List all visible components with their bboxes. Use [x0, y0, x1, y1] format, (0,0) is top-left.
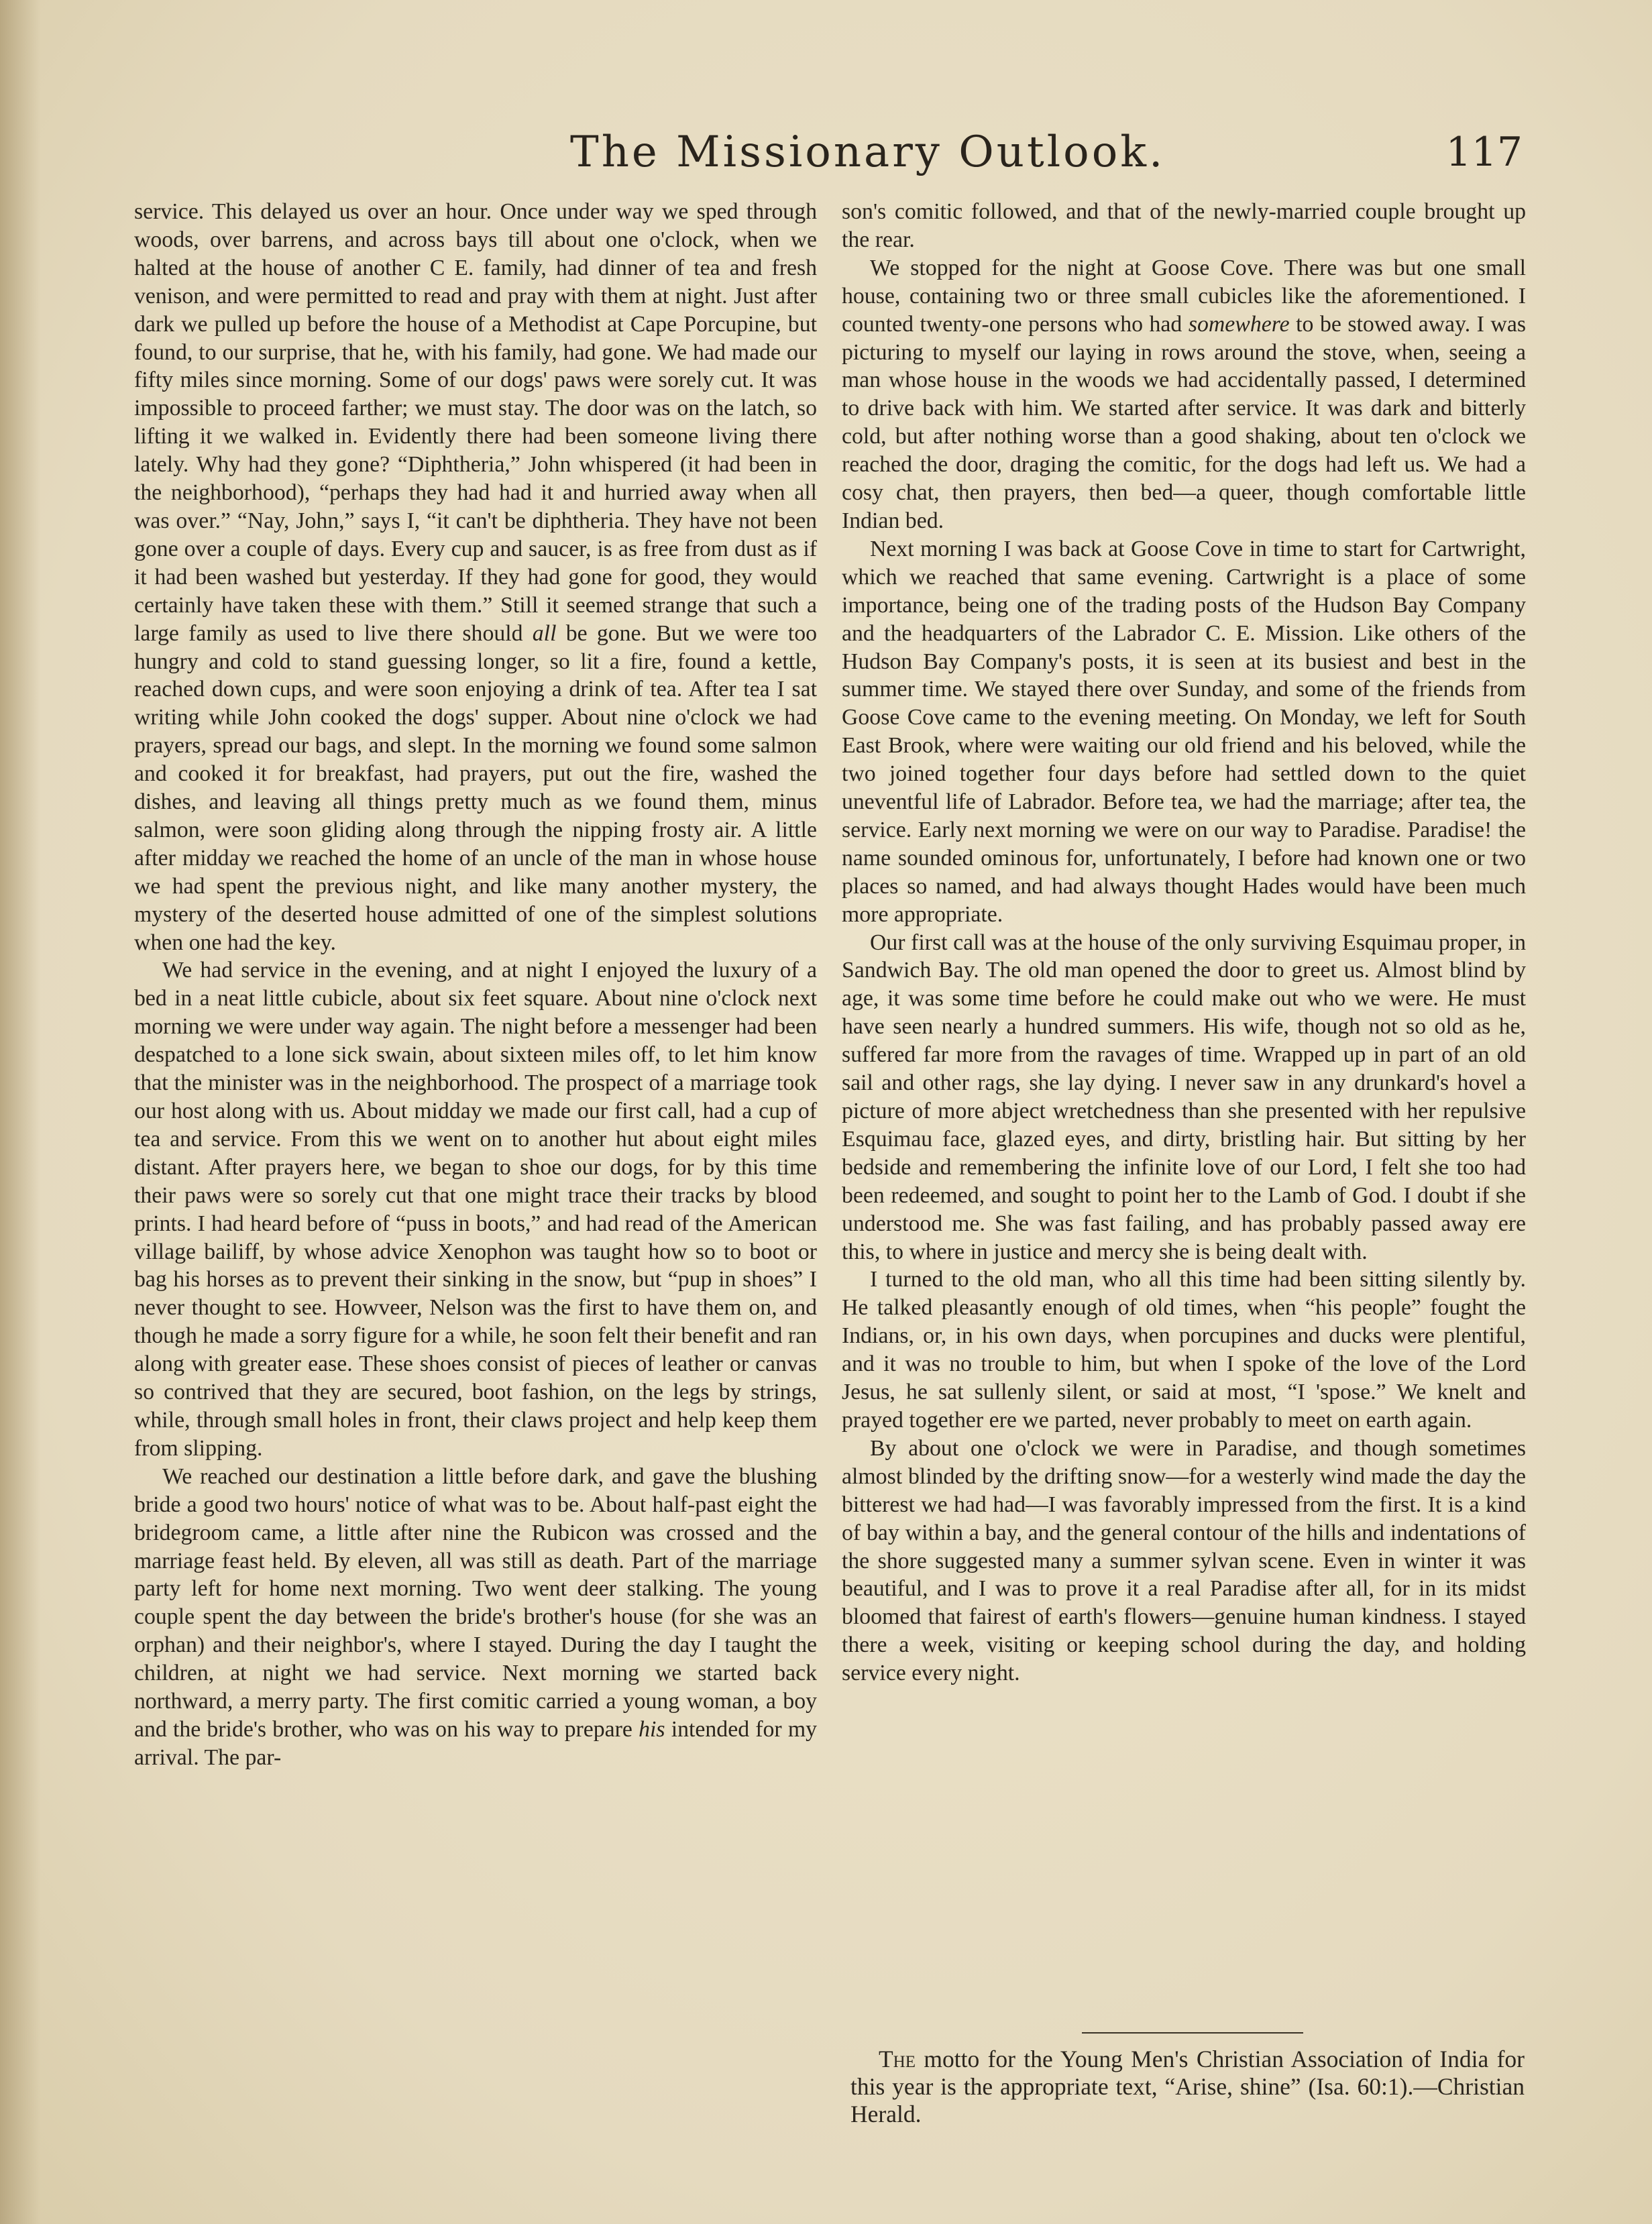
page-number: 117: [1445, 129, 1523, 176]
left-column: [134, 198, 817, 1772]
paragraph: [134, 198, 817, 956]
paragraph: [134, 1463, 817, 1772]
separator-rule: [1082, 2032, 1303, 2034]
italic-word: his: [639, 1716, 665, 1742]
paragraph: [842, 254, 1526, 535]
paragraph: son's comitic followed, and that of the newly-married couple brought up the rear.: [842, 199, 1526, 252]
paragraph: Our first call was at the house of the only surviving Esquimau proper, in Sandwich Bay. The old man opened the door to greet us. Almost blind by age, it was some time before he could make out who we were. He must have seen nearly a hundred summers. His wife, though not so old as he, suffered far more from the ravages of time. Wrapped up in part of an old sail and other rags, she lay dying. I never saw in any drunkard's hovel a picture of more abject wretchedness than she presented with her repulsive Esquimau face, glazed eyes, and dirty, bristling hair. But sitting by her bedside and remembering the infinite love of our Lord, I felt she too had been redeemed, and sought to point her to the Lamb of God. I doubt if she understood me. She was fast failing, and has probably passed away ere this, to where in justice and mercy she is being dealt with.: [842, 930, 1526, 1264]
text-run: service. This delayed us over an hour. Once under way we sped through woods, over barrens, and across bays till about one o'clock, when we halted at the house of another C E. family, had dinner of tea and fresh venison, and were permitted to read and pray with them at night. Just after dark we pulled up before the house of a Methodist at Cape Porcupine, but found, to our surprise, that he, with his family, had gone. We had made our fifty miles since morning. Some of our dogs' paws were sorely cut. It was impossible to proceed farther; we must stay. The door was on the latch, so lifting it we walked in. Evidently there had been someone living there lately. Why had they gone? “Diphtheria,” John whispered (it had been in the neighborhood), “perhaps they had had it and hurried away when all was over.” “Nay, John,” says I, “it can't be diphtheria. They have not been gone over a couple of days. Every cup and saucer, is as free from dust as if it had been washed but yesterday. If they had gone for good, they would certainly have taken these with them.” Still it seemed strange that such a large family as used to live there should: [134, 199, 817, 646]
source-citation: Christian Herald.: [850, 2073, 1525, 2127]
paragraph: I turned to the old man, who all this time had been sitting silently by. He talked pleasantly enough of old times, when “his people” fought the Indians, or, in his own days, when porcupines and ducks were plentiful, and it was no trouble to him, but when I spoke of the love of the Lord Jesus, he sat sullenly silent, or said at most, “I 'spose.” We knelt and prayed together ere we parted, never probably to meet on earth again.: [842, 1267, 1526, 1433]
right-column: [842, 198, 1526, 1687]
text-run: motto for the Young Men's Christian Association of India for this year is the appropriate text, “Arise, shine” (Isa. 60:1).—: [850, 2046, 1525, 2100]
paragraph: [850, 2046, 1525, 2128]
italic-word: all: [532, 620, 557, 646]
paragraph: Next morning I was back at Goose Cove in time to start for Cartwright, which we reached that same evening. Cartwright is a place of some importance, being one of the trading posts of the Hudson Bay Company and the headquarters of the Labrador C. E. Mission. Like others of the Hudson Bay Company's posts, it is seen at its busiest and best in the summer time. We stayed there over Sunday, and some of the friends from Goose Cove came to the evening meeting. On Monday, we left for South East Brook, where were waiting our old friend and his beloved, while the two joined together four days before had settled down to the quiet uneventful life of Labrador. Before tea, we had the marriage; after tea, the service. Early next morning we were on our way to Paradise. Paradise! the name sounded ominous for, unfortunately, I before had known one or two places so named, and had always thought Hades would have been much more appropriate.: [842, 536, 1526, 927]
text-run: intended for my arrival. The par-: [134, 1716, 818, 1770]
binding-shadow: [0, 0, 40, 2224]
masthead-title: The Missionary Outlook.: [570, 127, 1166, 177]
text-run: We reached our destination a little before dark, and gave the blushing bride a good two hours' notice of what was to be. About half-past eight the bridegroom came, a little after nine the Rubicon was crossed and the marriage feast held. By eleven, all was still as death. Part of the marriage party left for home next morning. Two went deer stalking. The young couple spent the day between the bride's brother's house (for she was an orphan) and their neighbor's, where I stayed. During the day I taught the children, at night we had service. Next morning we started back northward, a merry party. The first comitic carried a young woman, a boy and the bride's brother, who was on his way to prepare: [134, 1463, 817, 1742]
italic-word: somewhere: [1188, 311, 1290, 337]
text-run: be gone. But we were too hungry and cold to stand guessing longer, so lit a fire, found a kettle, reached down cups, and were soon enjoying a drink of tea. After tea I sat writing while John cooked the dogs' supper. About nine o'clock we had prayers, spread our bags, and slept. In the morning we found some salmon and cooked it for breakfast, had prayers, put out the fire, washed the dishes, and leaving all things pretty much as we found them, minus salmon, were soon gliding along through the nipping frosty air. A little after midday we reached the home of an uncle of the man in whose house we had spent the previous night, and like many another mystery, the mystery of the deserted house admitted of one of the simplest solutions when one had the key.: [134, 620, 817, 955]
page-header: [570, 127, 1523, 194]
text-run: We stopped for the night at Goose Cove. There was but one small house, containing two or three small cubicles like the aforementioned. I counted twenty-one persons who had: [842, 255, 1526, 337]
paragraph: By about one o'clock we were in Paradise, and though sometimes almost blinded by the drifting snow—for a westerly wind made the day the bitterest we had had—I was favorably impressed from the first. It is a kind of bay within a bay, and the general contour of the hills and indentations of the shore suggested many a summer sylvan scene. Even in winter it was beautiful, and I was to prove it a real Paradise after all, for in its midst bloomed that fairest of earth's flowers—genuine human kindness. I stayed there a week, visiting or keeping school during the day, and holding service every night.: [842, 1435, 1526, 1686]
paragraph: We had service in the evening, and at night I enjoyed the luxury of a bed in a neat little cubicle, about six feet square. About nine o'clock next morning we were under way again. The night before a messenger had been despatched to a lone sick swain, about sixteen miles off, to let him know that the minister was in the neighborhood. The prospect of a marriage took our host along with us. About midday we made our first call, had a cup of tea and service. From this we went on to another hut about eight miles distant. After prayers here, we began to shoe our dogs, for by this time their paws were so sorely cut that one might trace their tracks by blood prints. I had heard before of “puss in boots,” and had read of the American village bailiff, by whose advice Xenophon was taught how so to boot or bag his horses as to prevent their sinking in the snow, but “pup in shoes” I never thought to see. Howveer, Nelson was the first to have them on, and though he made a sorry figure for a while, he soon felt their benefit and ran along with greater ease. These shoes consist of pieces of leather or canvas so contrived that they are secured, boot fashion, on the legs by strings, while, through small holes in front, their claws project and help keep them from slipping.: [134, 958, 817, 1461]
closing-note: [850, 2046, 1525, 2128]
note-lead: The: [879, 2046, 916, 2072]
text-run: to be stowed away. I was picturing to myself our laying in rows around the stove, when, seeing a man whose house in the woods we had accidentally passed, I determined to drive back with him. We started after service. It was dark and bitterly cold, but after nothing worse than a good shaking, about ten o'clock we reached the door, draging the comitic, for the dogs had left us. We had a cosy chat, then prayers, then bed—a queer, though comfortable little Indian bed.: [842, 311, 1526, 533]
